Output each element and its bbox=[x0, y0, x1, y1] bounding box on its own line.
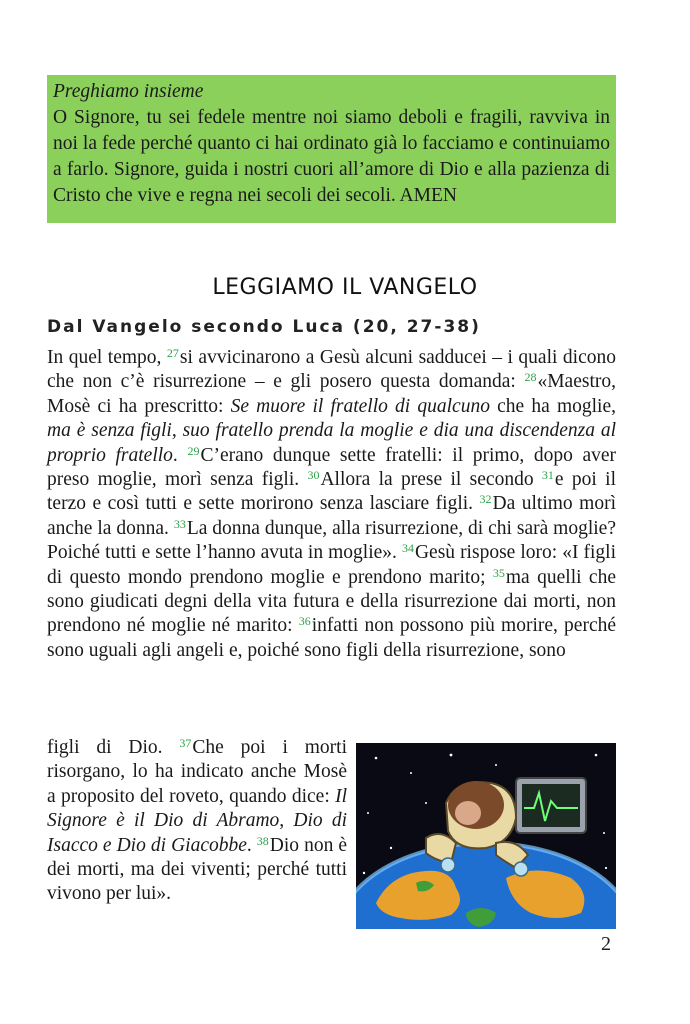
verse-quote: ma è senza figli, suo fratello prenda la moglie e dia una discendenza al proprio fratello bbox=[47, 420, 616, 466]
verse-number: 37 bbox=[179, 736, 192, 750]
verse-text: Allora la prese il secondo bbox=[320, 469, 542, 491]
section-title: LEGGIAMO IL VANGELO bbox=[212, 275, 478, 300]
gospel-text-continued bbox=[47, 736, 347, 907]
gospel-reference: Dal Vangelo secondo Luca (20, 27-38) bbox=[47, 317, 481, 337]
verse-text: . bbox=[246, 834, 257, 856]
verse-text: C’erano dunque sette fratelli: il primo, dopo aver preso moglie, morì senza figli. bbox=[47, 444, 616, 491]
verse-text: Che poi i morti risorgano, lo ha indicato anche Mosè a proposito del roveto, quando dice: bbox=[47, 737, 348, 807]
verse-text: La donna dunque, alla risurrezione, di chi sarà moglie? Poiché tutti e sette l’hanno avuta in moglie». bbox=[47, 517, 616, 564]
verse-number: 36 bbox=[298, 614, 311, 629]
globe-child-illustration bbox=[356, 743, 616, 929]
gospel-intro: In quel tempo, bbox=[47, 347, 167, 368]
verse-quote: Il Signore è il Dio di Abramo, Dio di Isacco e Dio di Giacobbe bbox=[47, 785, 347, 856]
verse-number: 32 bbox=[479, 492, 492, 507]
verse-number: 30 bbox=[307, 468, 320, 483]
gospel-text bbox=[47, 346, 616, 663]
verse-text: Gesù rispose loro: «I figli di questo mondo prendono moglie e prendono marito; bbox=[47, 542, 616, 588]
verse-quote: Se muore il fratello di qualcuno bbox=[230, 395, 490, 417]
verse-number: 28 bbox=[524, 370, 537, 385]
verse-number: 33 bbox=[173, 516, 186, 531]
verse-text: Da ultimo morì anche la donna. bbox=[47, 493, 616, 539]
verse-number: 31 bbox=[541, 468, 554, 483]
prayer-title: Preghiamo insieme bbox=[53, 81, 204, 102]
prayer-text: O Signore, tu sei fedele mentre noi siamo deboli e fragili, ravviva in noi la fede perché quanto ci hai ordinato già lo facciamo e continuiamo a farlo. Signore, guida i nostri cuori all’amore di Dio e alla pazienza di Cristo che vive e regna nei secoli dei secoli. AMEN bbox=[53, 107, 610, 206]
verse-number: 35 bbox=[492, 565, 505, 580]
page-number: 2 bbox=[601, 933, 611, 955]
verse-text: si avvicinarono a Gesù alcuni sadducei – i quali dicono che non c’è risurrezione – e gli posero questa domanda: bbox=[47, 347, 616, 393]
verse-text: Dio non è dei morti, ma dei viventi; perché tutti vivono per lui». bbox=[47, 834, 348, 905]
verse-text: ma quelli che sono giudicati degni della vita futura e della risurrezione dai morti, non prendono né moglie né marito: bbox=[47, 566, 616, 637]
verse-number: 34 bbox=[401, 541, 414, 556]
verse-text: che ha moglie, bbox=[489, 395, 616, 417]
verse-number: 38 bbox=[256, 833, 269, 848]
prayer-box bbox=[47, 75, 616, 223]
verse-number: 27 bbox=[166, 346, 179, 360]
verse-number: 29 bbox=[187, 443, 200, 458]
verse-text: . bbox=[172, 444, 188, 466]
verse-text: «Maestro, Mosè ci ha prescritto: bbox=[47, 371, 616, 417]
verse-text: figli di Dio. bbox=[47, 737, 180, 758]
verse-text: e poi il terzo e così tutti e sette morirono senza lasciare figli. bbox=[47, 469, 617, 515]
verse-text: infatti non possono più morire, perché sono uguali agli angeli e, poiché sono figli della risurrezione, sono bbox=[47, 615, 616, 661]
